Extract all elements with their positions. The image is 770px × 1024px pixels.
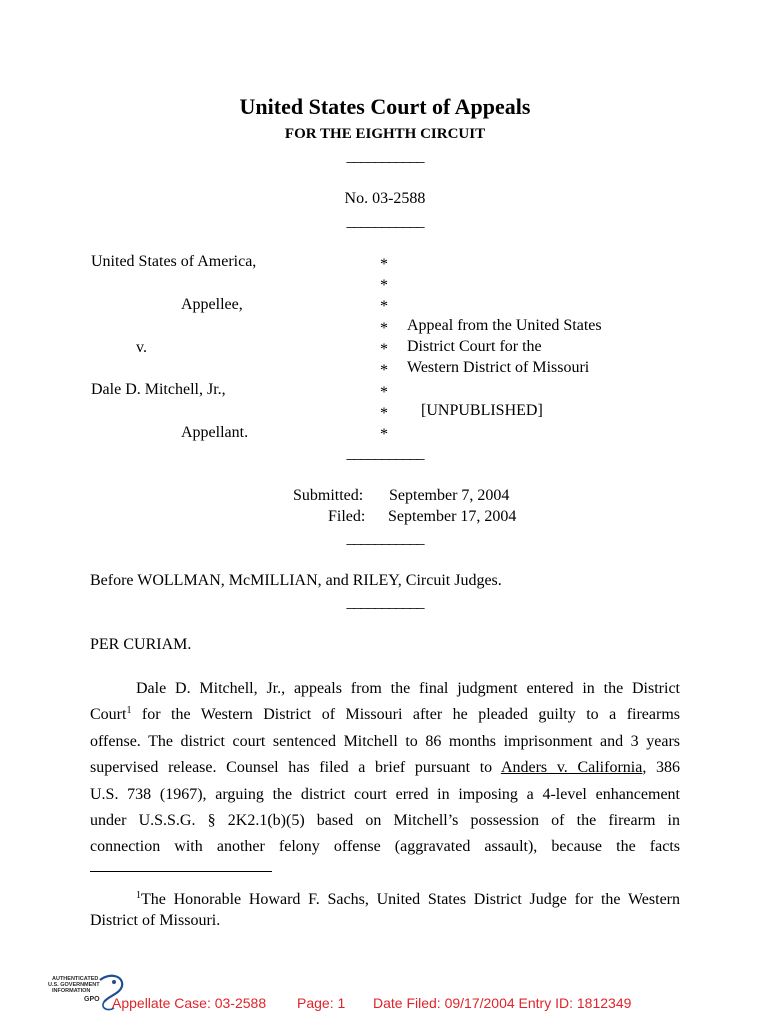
gpo-badge-line3: INFORMATION bbox=[52, 988, 91, 994]
footer-case-number: Appellate Case: 03-2588 bbox=[112, 995, 267, 1011]
per-curiam-heading: PER CURIAM. bbox=[90, 636, 192, 653]
caption-star: * bbox=[380, 320, 388, 337]
divider-rule: ___________ bbox=[346, 148, 424, 165]
filed-date: September 17, 2004 bbox=[388, 508, 517, 525]
footnote-line: District of Missouri. bbox=[90, 912, 221, 929]
opinion-line: Dale D. Mitchell, Jr., appeals from the final judgment entered in the District bbox=[136, 680, 680, 697]
opinion-line bbox=[90, 702, 680, 728]
gpo-badge-line1: AUTHENTICATED bbox=[52, 976, 99, 982]
party-appellant-name: Dale D. Mitchell, Jr., bbox=[91, 381, 226, 398]
opinion-line: under U.S.S.G. § 2K2.1(b)(5) based on Mitchell’s possession of the firearm in bbox=[90, 811, 680, 829]
footnote bbox=[90, 889, 680, 931]
party-appellee-name: United States of America, bbox=[91, 253, 257, 270]
opinion-line: offense. The district court sentenced Mitchell to 86 months imprisonment and 3 years bbox=[90, 732, 680, 750]
caption-star: * bbox=[380, 362, 388, 379]
divider-rule: ___________ bbox=[346, 594, 424, 611]
appeal-from-line3: Western District of Missouri bbox=[407, 359, 590, 376]
circuit-name: FOR THE EIGHTH CIRCUIT bbox=[284, 126, 486, 142]
opinion-text: , 386 bbox=[642, 759, 680, 777]
footnote-divider bbox=[90, 871, 272, 872]
case-citation: Anders v. California bbox=[500, 759, 643, 777]
gpo-badge-line4: GPO bbox=[84, 996, 100, 1003]
submitted-date: September 7, 2004 bbox=[389, 487, 510, 504]
gpo-badge-line2: U.S. GOVERNMENT bbox=[48, 982, 100, 988]
footer-page-number: Page: 1 bbox=[297, 995, 346, 1011]
caption-star: * bbox=[380, 405, 388, 422]
opinion-line: U.S. 738 (1967), arguing the district court erred in imposing a 4-level enhancement bbox=[90, 785, 680, 803]
caption-star: * bbox=[380, 341, 388, 358]
submitted-label: Submitted: bbox=[293, 487, 364, 504]
caption-star: * bbox=[380, 298, 388, 315]
footnote-line bbox=[90, 889, 680, 910]
caption-star: * bbox=[380, 256, 388, 273]
case-number: No. 03-2588 bbox=[344, 190, 426, 207]
opinion-text: supervised release. Counsel has filed a brief pursuant to bbox=[90, 759, 501, 777]
caption-star: * bbox=[380, 426, 388, 443]
divider-rule: ___________ bbox=[346, 530, 424, 547]
opinion-text: for the Western District of Missouri after he pleaded guilty to a firearms bbox=[131, 706, 680, 724]
footer-date-filed: Date Filed: 09/17/2004 Entry ID: 1812349 bbox=[373, 995, 632, 1011]
party-appellant-role: Appellant. bbox=[181, 424, 249, 441]
opinion-line bbox=[90, 755, 680, 781]
appeal-from-line2: District Court for the bbox=[407, 338, 542, 355]
unpublished-label: [UNPUBLISHED] bbox=[421, 402, 543, 419]
footnote-number: 1 bbox=[136, 890, 141, 901]
divider-rule: ___________ bbox=[346, 213, 424, 230]
filed-label: Filed: bbox=[328, 508, 366, 525]
opinion-paragraph bbox=[90, 676, 680, 861]
court-title: United States Court of Appeals bbox=[239, 94, 531, 119]
footnote-marker[interactable]: 1 bbox=[126, 705, 132, 717]
caption-star: * bbox=[380, 277, 388, 294]
divider-rule: ___________ bbox=[346, 445, 424, 462]
appeal-from-line1: Appeal from the United States bbox=[407, 317, 602, 334]
opinion-text: Court bbox=[90, 706, 127, 724]
panel-judges: Before WOLLMAN, McMILLIAN, and RILEY, Circuit Judges. bbox=[90, 572, 502, 589]
opinion-line: connection with another felony offense (aggravated assault), because the facts bbox=[90, 838, 680, 856]
caption-star: * bbox=[380, 384, 388, 401]
party-appellee-role: Appellee, bbox=[181, 296, 243, 313]
versus-label: v. bbox=[136, 339, 147, 356]
footnote-text: The Honorable Howard F. Sachs, United States District Judge for the Western bbox=[141, 891, 680, 908]
